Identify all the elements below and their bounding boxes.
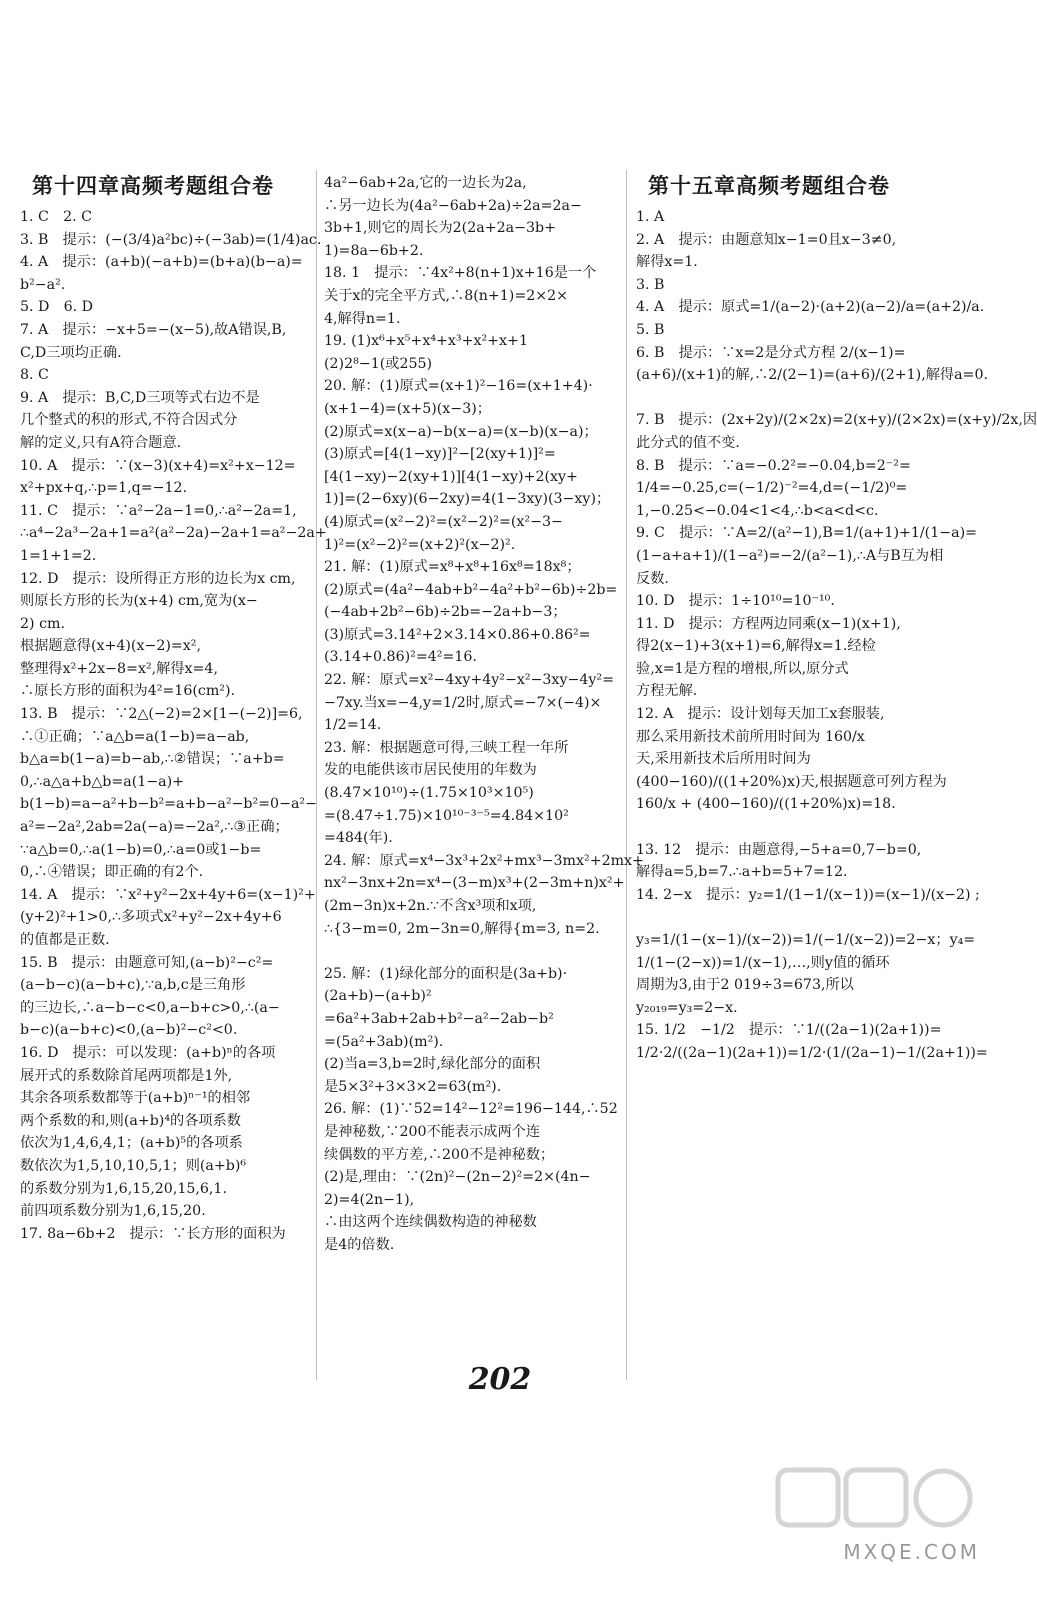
answer-line: (−4ab+2b²−6b)÷2b=−2a+b−3； <box>324 604 567 621</box>
answer-line: 11. C 提示：∵a²−2a−1=0,∴a²−2a=1, <box>20 502 297 519</box>
answer-line: 4. A 提示：原式=1/(a−2)·(a+2)(a−2)/a=(a+2)/a. <box>636 299 985 316</box>
answer-line: (y+2)²+1>0,∴多项式x²+y²−2x+4y+6 <box>20 909 282 926</box>
answer-line: 1/2=14. <box>324 717 382 734</box>
answer-line: =(8.47÷1.75)×10¹⁰⁻³⁻⁵=4.84×10² <box>324 807 569 824</box>
answer-line: 8. C <box>20 367 49 384</box>
answer-line: 9. C 提示：∵A=2/(a²−1),B=1/(a+1)+1/(1−a)= <box>636 525 978 542</box>
answer-line: 的系数分别为1,6,15,20,15,6,1. <box>20 1180 227 1197</box>
answer-line: 11. D 提示：方程两边同乘(x−1)(x+1), <box>636 615 901 632</box>
answer-line: 反数. <box>636 570 669 587</box>
answer-line: 25. 解：(1)绿化部分的面积是(3a+b)· <box>324 965 568 982</box>
answer-line: 是5×3²+3×3×2=63(m²). <box>324 1078 502 1095</box>
answer-line <box>636 906 928 929</box>
answer-line: (2m−3n)x+2n.∵不含x³项和x项, <box>324 898 537 914</box>
answer-line: y₃=1/(1−(x−1)/(x−2))=1/(−1/(x−2))=2−x；y₄= <box>636 932 976 948</box>
answer-line: 10. A 提示：∵(x−3)(x+4)=x²+x−12= <box>20 457 296 474</box>
answer-line: 16. D 提示：可以发现：(a+b)ⁿ的各项 <box>20 1044 276 1061</box>
answer-line: 160/x + (400−160)/((1+20%)x)=18. <box>636 796 896 813</box>
answer-line: 23. 解：根据题意可得,三峡工程一年所 <box>324 739 569 756</box>
answer-line: =484(年). <box>324 830 393 847</box>
answer-line: 1)]=(2−6xy)(6−2xy)=4(1−3xy)(3−xy)； <box>324 491 611 508</box>
answer-line: 是4的倍数. <box>324 1236 395 1253</box>
answer-line: (a+6)/(x+1)的解,∴2/(2−1)=(a+6)/(2+1),解得a=0. <box>636 367 988 384</box>
answer-line: 13. B 提示：∵2△(−2)=2×[1−(−2)]=6, <box>20 706 303 723</box>
answer-line: 发的电能供该市居民使用的年数为 <box>324 762 537 779</box>
answer-line: 1)=8a−6b+2. <box>324 242 424 259</box>
answer-line: 是神秘数,∵200不能表示成两个连 <box>324 1123 541 1140</box>
answer-line: (400−160)/((1+20%)x)天,根据题意可列方程为 <box>636 773 947 790</box>
answer-line: ∴原长方形的面积为4²=16(cm²). <box>20 683 236 700</box>
answer-line: 解的定义,只有A符合题意. <box>20 434 182 451</box>
watermark-text: MXQE.COM <box>843 1540 980 1564</box>
answer-line: −7xy.当x=−4,y=1/2时,原式=−7×(−4)× <box>324 694 602 711</box>
answer-line: (3)原式=[4(1−xy)]²−[2(xy+1)]²= <box>324 446 556 463</box>
answer-line: 1,−0.25<−0.04<1<4,∴b<a<d<c. <box>636 502 879 519</box>
answer-line: 的值都是正数. <box>20 932 110 948</box>
answer-line: (4)原式=(x²−2)²=(x²−2)²=(x²−3− <box>324 513 563 530</box>
answer-line: (2a+b)−(a+b)² <box>324 988 432 1005</box>
answer-line: 24. 解：原式=x⁴−3x³+2x²+mx³−3mx²+2mx+ <box>324 852 644 869</box>
answer-line: (2)原式=(4a²−4ab+b²−4a²+b²−6b)÷2b= <box>324 581 618 598</box>
answer-line: 4,解得n=1. <box>324 310 401 327</box>
answer-line: =(5a²+3ab)(m²). <box>324 1033 444 1050</box>
answer-line: 7. B 提示：(2x+2y)/(2×2x)=2(x+y)/(2×2x)=(x+y)/2x,因 <box>636 412 1037 429</box>
answer-line: 26. 解：(1)∵52=14²−12²=196−144,∴52 <box>324 1101 618 1118</box>
answer-line: 9. A 提示：B,C,D三项等式右边不是 <box>20 389 260 406</box>
answer-line: 5. B <box>636 321 665 338</box>
answer-line: y₂₀₁₉=y₃=2−x. <box>636 999 738 1016</box>
answer-line: 1)²=(x²−2)²=(x+2)²(x−2)². <box>324 536 516 553</box>
answer-line: 2. A 提示：由题意知x−1=0且x−3≠0, <box>636 231 897 248</box>
answer-line: x²+px+q,∴p=1,q=−12. <box>20 480 188 497</box>
answer-line: ∴由这两个连续偶数构造的神秘数 <box>324 1214 537 1231</box>
answer-line: 0,∴④错误；即正确的有2个. <box>20 864 204 881</box>
answer-line: 根据题意得(x+4)(x−2)=x², <box>20 638 201 655</box>
answer-line: 整理得x²+2x−8=x²,解得x=4, <box>20 660 218 677</box>
answer-line: (2)2⁸−1(或255) <box>324 355 433 372</box>
answer-line: 14. 2−x 提示：y₂=1/(1−1/(x−1))=(x−1)/(x−2) ; <box>636 886 980 903</box>
answer-line: 18. 1 提示：∵4x²+8(n+1)x+16是一个 <box>324 265 597 282</box>
answer-list <box>20 206 327 1245</box>
answer-line: 3. B <box>636 276 665 293</box>
answer-line: 14. A 提示：∵x²+y²−2x+4y+6=(x−1)²+ <box>20 886 316 903</box>
answer-line: ∴{3−m=0, 2m−3n=0,解得{m=3, n=2. <box>324 920 600 937</box>
answer-line: 5. D 6. D <box>20 299 94 316</box>
answer-line: (2)是,理由：∵(2n)²−(2n−2)²=2×(4n− <box>324 1169 591 1186</box>
answer-line <box>636 816 928 839</box>
page-number: 202 <box>468 1362 532 1397</box>
answer-line: 4. A 提示：(a+b)(−a+b)=(b+a)(b−a)= <box>20 254 303 271</box>
answer-line: (1−a+a+1)/(1−a²)=−2/(a²−1),∴A与B互为相 <box>636 547 944 564</box>
chapter-14-title: 第十四章高频考题组合卷 <box>32 174 274 198</box>
answer-line: (3.14+0.86)²=4²=16. <box>324 649 477 666</box>
answer-line: 1. C 2. C <box>20 209 92 225</box>
answer-line: 19. (1)x⁶+x⁵+x⁴+x³+x²+x+1 <box>324 333 528 350</box>
answer-line: 1/(1−(2−x))=1/(x−1),…,则y值的循环 <box>636 954 890 971</box>
answer-line: 3. B 提示：(−(3/4)a²bc)÷(−3ab)=(1/4)ac. <box>20 231 322 248</box>
answer-line: C,D三项均正确. <box>20 344 122 361</box>
answer-line: 0,∴a△a+b△b=a(1−a)+ <box>20 773 185 790</box>
answer-line: 15. B 提示：由题意可知,(a−b)²−c²= <box>20 954 274 971</box>
answer-line: ∴①正确；∵a△b=a(1−b)=a−ab, <box>20 728 250 745</box>
answer-line: 1=1+1=2. <box>20 547 97 564</box>
answer-line: (3)原式=3.14²+2×3.14×0.86+0.86²= <box>324 626 591 643</box>
answer-line: 15. 1/2 −1/2 提示：∵1/((2a−1)(2a+1))= <box>636 1022 942 1039</box>
answer-line: (2)当a=3,b=2时,绿化部分的面积 <box>324 1056 541 1073</box>
answer-line: 天,采用新技术后所用时间为 <box>636 751 811 768</box>
answer-line: 解得x=1. <box>636 254 698 271</box>
answer-line: 方程无解. <box>636 683 698 700</box>
answer-line: 7. A 提示：−x+5=−(x−5),故A错误,B, <box>20 321 287 338</box>
answer-line: b(1−b)=a−a²+b−b²=a+b−a²−b²=0−a²− <box>20 796 317 813</box>
answer-line: 两个系数的和,则(a+b)⁴的各项系数 <box>20 1112 241 1129</box>
answer-line: 解得a=5,b=7.∴a+b=5+7=12. <box>636 864 848 881</box>
answer-line: 10. D 提示：1÷10¹⁰=10⁻¹⁰. <box>636 593 835 610</box>
answer-list <box>324 172 644 1257</box>
answer-line: 12. D 提示：设所得正方形的边长为x cm, <box>20 570 296 587</box>
answer-line: 那么采用新技术前所用时间为 160/x <box>636 728 865 745</box>
answer-line: 验,x=1是方程的增根,所以,原分式 <box>636 660 849 677</box>
answer-line: 其余各项系数都等于(a+b)ⁿ⁻¹的相邻 <box>20 1090 251 1107</box>
answer-line: b△a=b(1−a)=b−ab,∴②错误；∵a+b= <box>20 751 285 768</box>
answer-line: 依次为1,4,6,4,1；(a+b)⁵的各项系 <box>20 1135 243 1152</box>
answer-line <box>324 940 616 963</box>
answer-line: =6a²+3ab+2ab+b²−a²−2ab−b² <box>324 1010 554 1027</box>
answer-line: a²=−2a²,2ab=2a(−a)=−2a²,∴③正确； <box>20 819 289 836</box>
answer-line: 21. 解：(1)原式=x⁸+x⁸+16x⁸=18x⁸； <box>324 559 581 576</box>
answer-line: 2)=4(2n−1), <box>324 1191 415 1208</box>
answer-line: nx²−3nx+2n=x⁴−(3−m)x³+(2−3m+n)x²+ <box>324 875 625 892</box>
middle-column <box>324 172 644 1257</box>
answer-line: 8. B 提示：∵a=−0.2²=−0.04,b=2⁻²= <box>636 457 911 474</box>
answer-line: 17. 8a−6b+2 提示：∵长方形的面积为 <box>20 1225 286 1242</box>
answer-line: 1/2·2/((2a−1)(2a+1))=1/2·(1/(2a−1)−1/(2a+1))= <box>636 1044 988 1061</box>
answer-line <box>636 387 928 410</box>
column-divider <box>316 170 317 1380</box>
answer-line: (8.47×10¹⁰)÷(1.75×10³×10⁵) <box>324 785 534 802</box>
answer-line: 6. B 提示：∵x=2是分式方程 2/(x−1)= <box>636 344 906 361</box>
answer-line: ∴另一边长为(4a²−6ab+2a)÷2a=2a− <box>324 197 582 214</box>
answer-line: (2)原式=x(x−a)−b(x−a)=(x−b)(x−a)； <box>324 423 598 440</box>
answer-line: 1. A <box>636 209 665 225</box>
answer-line: b−c)(a−b+c)<0,(a−b)²−c²<0. <box>20 1022 238 1039</box>
answer-line: 22. 解：原式=x²−4xy+4y²−x²−3xy−4y²= <box>324 672 614 689</box>
chapter-15-title: 第十五章高频考题组合卷 <box>648 174 890 198</box>
answer-line: 的三边长,∴a−b−c<0,a−b+c>0,∴(a− <box>20 999 280 1016</box>
answer-list <box>636 206 1037 1065</box>
answer-line: 前四项系数分别为1,6,15,20. <box>20 1203 206 1220</box>
answer-line: 2) cm. <box>20 615 65 632</box>
answer-line: 几个整式的积的形式,不符合因式分 <box>20 412 238 429</box>
answer-line: b²−a². <box>20 276 66 293</box>
answer-line: (x+1−4)=(x+5)(x−3)； <box>324 400 491 417</box>
answer-line: 3b+1,则它的周长为2(2a+2a−3b+ <box>324 220 556 237</box>
answer-line: 4a²−6ab+2a,它的一边长为2a, <box>324 175 527 191</box>
answer-line: 续偶数的平方差,∴200不是神秘数； <box>324 1146 555 1163</box>
column-divider <box>626 170 627 1380</box>
answer-line: (a−b−c)(a−b+c),∵a,b,c是三角形 <box>20 977 246 994</box>
answer-line: 1/4=−0.25,c=(−1/2)⁻²=4,d=(−1/2)⁰= <box>636 480 908 497</box>
left-column <box>20 170 327 1245</box>
answer-line: 得2(x−1)+3(x+1)=6,解得x=1.经检 <box>636 638 876 655</box>
answer-line: ∴a⁴−2a³−2a+1=a²(a²−2a)−2a+1=a²−2a+ <box>20 525 327 542</box>
answer-line: 此分式的值不变. <box>636 434 740 451</box>
right-column <box>636 170 1037 1065</box>
answer-line: 13. 12 提示：由题意得,−5+a=0,7−b=0, <box>636 841 922 858</box>
answer-line: 展开式的系数除首尾两项都是1外, <box>20 1067 233 1084</box>
answer-line: 周期为3,由于2 019÷3=673,所以 <box>636 977 854 994</box>
answer-line: [4(1−xy)−2(xy+1)][4(1−xy)+2(xy+ <box>324 468 578 485</box>
answer-line: 数依次为1,5,10,10,5,1；则(a+b)⁶ <box>20 1157 247 1174</box>
answer-line: 关于x的完全平方式,∴8(n+1)=2×2× <box>324 287 569 304</box>
answer-line: 则原长方形的长为(x+4) cm,宽为(x− <box>20 593 258 610</box>
answer-line: 12. A 提示：设计划每天加工x套服装, <box>636 706 885 723</box>
answer-line: 20. 解：(1)原式=(x+1)²−16=(x+1+4)· <box>324 378 593 395</box>
answer-line: ∵a△b=0,∴a(1−b)=0,∴a=0或1−b= <box>20 841 262 858</box>
